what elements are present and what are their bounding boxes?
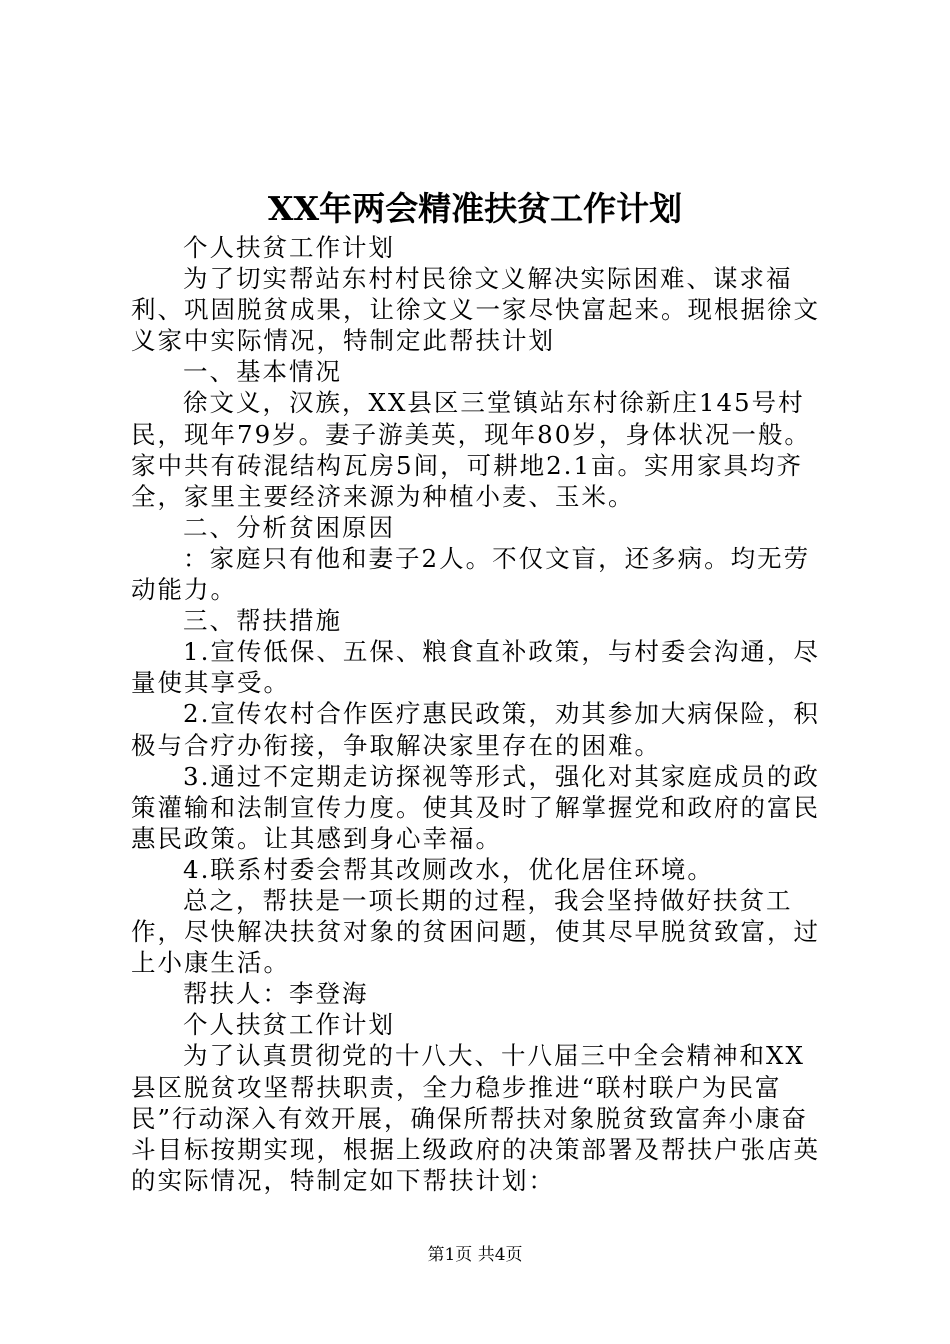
list-item: 3.通过不定期走访探视等形式，强化对其家庭成员的政策灌输和法制宣传力度。使其及时了解掌握党和政府的富民惠民政策。让其感到身心幸福。 [131,761,820,853]
section-heading: 一、基本情况 [183,357,342,387]
document-title: XX年两会精准扶贫工作计划 [267,189,683,228]
page-footer: 第1页 共4页 [427,1245,523,1265]
section-heading: 三、帮扶措施 [183,606,342,636]
section-heading: 二、分析贫困原因 [183,512,395,542]
paragraph: 个人扶贫工作计划 [183,1010,395,1040]
paragraph: 为了切实帮站东村村民徐文义解决实际困难、谋求福利、巩固脱贫成果，让徐文义一家尽快富起来。现根据徐文义家中实际情况，特制定此帮扶计划 [131,264,820,356]
list-item: 1.宣传低保、五保、粮食直补政策，与村委会沟通，尽量使其享受。 [131,637,820,698]
document-body [131,232,831,1196]
signature-line: 帮扶人：李登海 [183,979,369,1009]
list-item: 4.联系村委会帮其改厕改水，优化居住环境。 [183,854,714,884]
paragraph: ：家庭只有他和妻子2人。不仅文盲，还多病。均无劳动能力。 [131,543,811,605]
paragraph: 个人扶贫工作计划 [183,233,395,262]
list-item: 2.宣传农村合作医疗惠民政策，劝其参加大病保险，积极与合疗办衔接，争取解决家里存在的困难。 [131,699,820,760]
paragraph: 总之，帮扶是一项长期的过程，我会坚持做好扶贫工作，尽快解决扶贫对象的贫困问题，使其尽早脱贫致富，过上小康生活。 [131,885,820,978]
paragraph: 徐文义，汉族，XX县区三堂镇站东村徐新庄145号村民，现年79岁。妻子游美英，现年80岁，身体状况一般。家中共有砖混结构瓦房5间，可耕地2.1亩。实用家具均齐全，家里主要经济来源为种植小麦、玉米。 [131,388,811,511]
paragraph: 为了认真贯彻党的十八大、十八届三中全会精神和XX县区脱贫攻坚帮扶职责，全力稳步推进“联村联户为民富民”行动深入有效开展，确保所帮扶对象脱贫致富奔小康奋斗目标按期实现，根据上级政府的决策部署及帮扶户张店英的实际情况，特制定如下帮扶计划： [131,1041,820,1195]
